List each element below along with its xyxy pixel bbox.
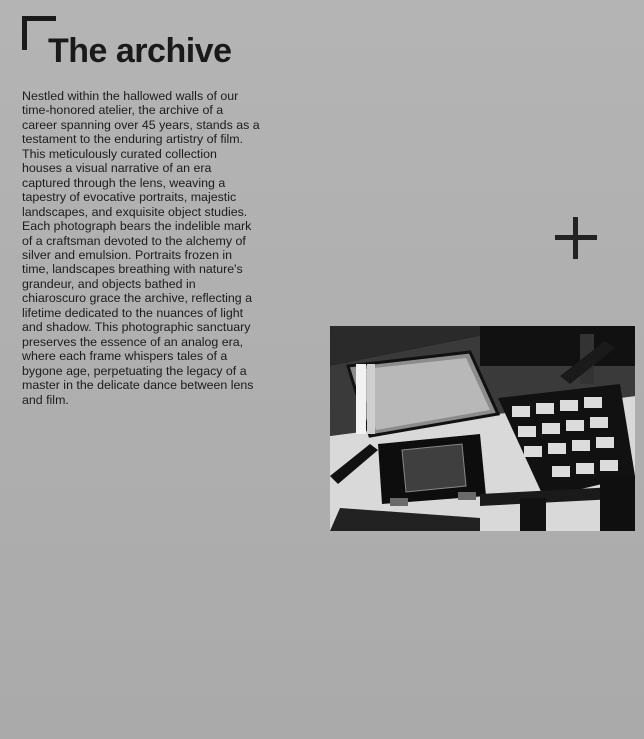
page-title: The archive <box>48 32 232 70</box>
plus-icon[interactable] <box>555 217 597 259</box>
archive-photo <box>330 326 635 531</box>
archive-description: Nestled within the hallowed walls of our time-honored atelier, the archive of a career spanning over 45 years, stands as a testament to the enduring artistry of film. This meticulously curated collection houses a visual narrative of an era captured through the lens, weaving a tapestry of evocative portraits, majestic landscapes, and exquisite object studies. Each photograph bears the indelible mark of a craftsman devoted to the alchemy of silver and emulsion. Portraits frozen in time, landscapes breathing with nature's grandeur, and objects bathed in chiaroscuro grace the archive, reflecting a lifetime dedicated to the nuances of light and shadow. This photographic sanctuary preserves the essence of an analog era, where each frame whispers tales of a bygone age, perpetuating the legacy of a master in the delicate dance between lens and film. <box>22 89 260 407</box>
